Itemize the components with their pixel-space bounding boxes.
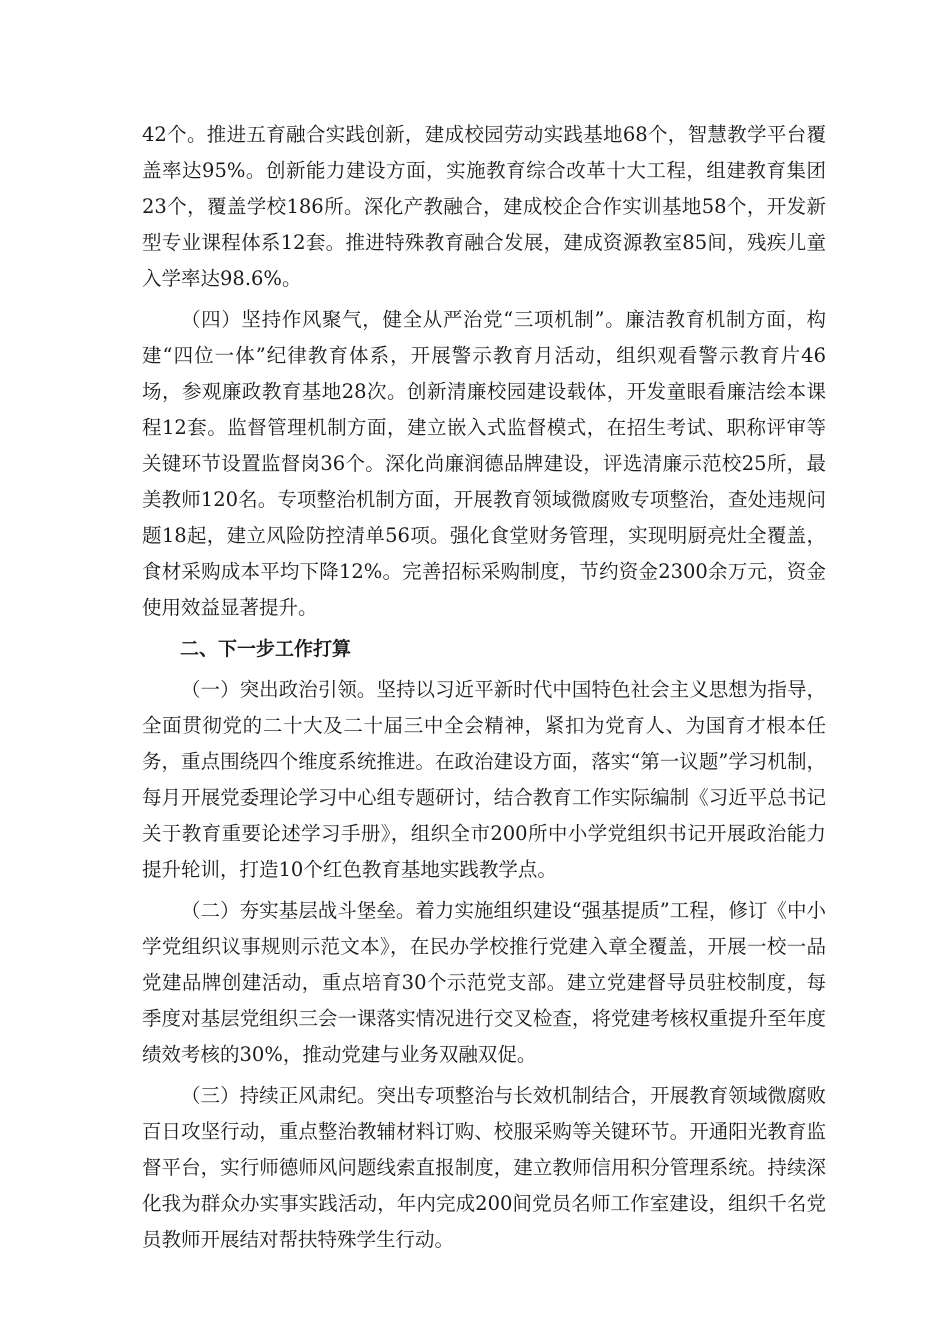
plan-paragraph-three: （三）持续正风肃纪。突出专项整治与长效机制结合，开展教育领域微腐败百日攻坚行动，重点整治教辅材料订购、校服采购等关键环节。开通阳光教育监督平台，实行师德师风问题线索直报制度，建立教师信用积分管理系统。持续深化我为群众办实事实践活动，年内完成200间党员名师工作室建设，组织千名党员教师开展结对帮扶特殊学生行动。: [142, 1084, 826, 1251]
plan-paragraph-two: （二）夯实基层战斗堡垒。着力实施组织建设“强基提质”工程，修订《中小学党组织议事规则示范文本》，在民办学校推行党建入章全覆盖，开展一校一品党建品牌创建活动，重点培育30个示范党支部。建立党建督导员驻校制度，每季度对基层党组织三会一课落实情况进行交叉检查，将党建考核权重提升至年度绩效考核的30%，推动党建与业务双融双促。: [142, 899, 826, 1066]
paragraph-section-four: （四）坚持作风聚气，健全从严治党“三项机制”。廉洁教育机制方面，构建“四位一体”纪律教育体系，开展警示教育月活动，组织观看警示教育片46场，参观廉政教育基地28次。创新清廉校园建设载体，开发童眼看廉洁绘本课程12套。监督管理机制方面，建立嵌入式监督模式，在招生考试、职称评审等关键环节设置监督岗36个。深化尚廉润德品牌建设，评选清廉示范校25所，最美教师120名。专项整治机制方面，开展教育领域微腐败专项整治，查处违规问题18起，建立风险防控清单56项。强化食堂财务管理，实现明厨亮灶全覆盖，食材采购成本平均下降12%。完善招标采购制度，节约资金2300余万元，资金使用效益显著提升。: [142, 308, 826, 619]
paragraph-continued: 42个。推进五育融合实践创新，建成校园劳动实践基地68个，智慧教学平台覆盖率达95%。创新能力建设方面，实施教育综合改革十大工程，组建教育集团23个，覆盖学校186所。深化产教融合，建成校企合作实训基地58个，开发新型专业课程体系12套。推进特殊教育融合发展，建成资源教室85间，残疾儿童入学率达98.6%。: [142, 123, 826, 290]
document-page: [142, 117, 826, 1263]
plan-paragraph-one: （一）突出政治引领。坚持以习近平新时代中国特色社会主义思想为指导，全面贯彻党的二十大及二十届三中全会精神，紧扣为党育人、为国育才根本任务，重点围绕四个维度系统推进。在政治建设方面，落实“第一议题”学习机制，每月开展党委理论学习中心组专题研讨，结合教育工作实际编制《习近平总书记关于教育重要论述学习手册》，组织全市200所中小学党组织书记开展政治能力提升轮训，打造10个红色教育基地实践教学点。: [142, 678, 826, 881]
section-heading: 二、下一步工作打算: [180, 638, 352, 660]
